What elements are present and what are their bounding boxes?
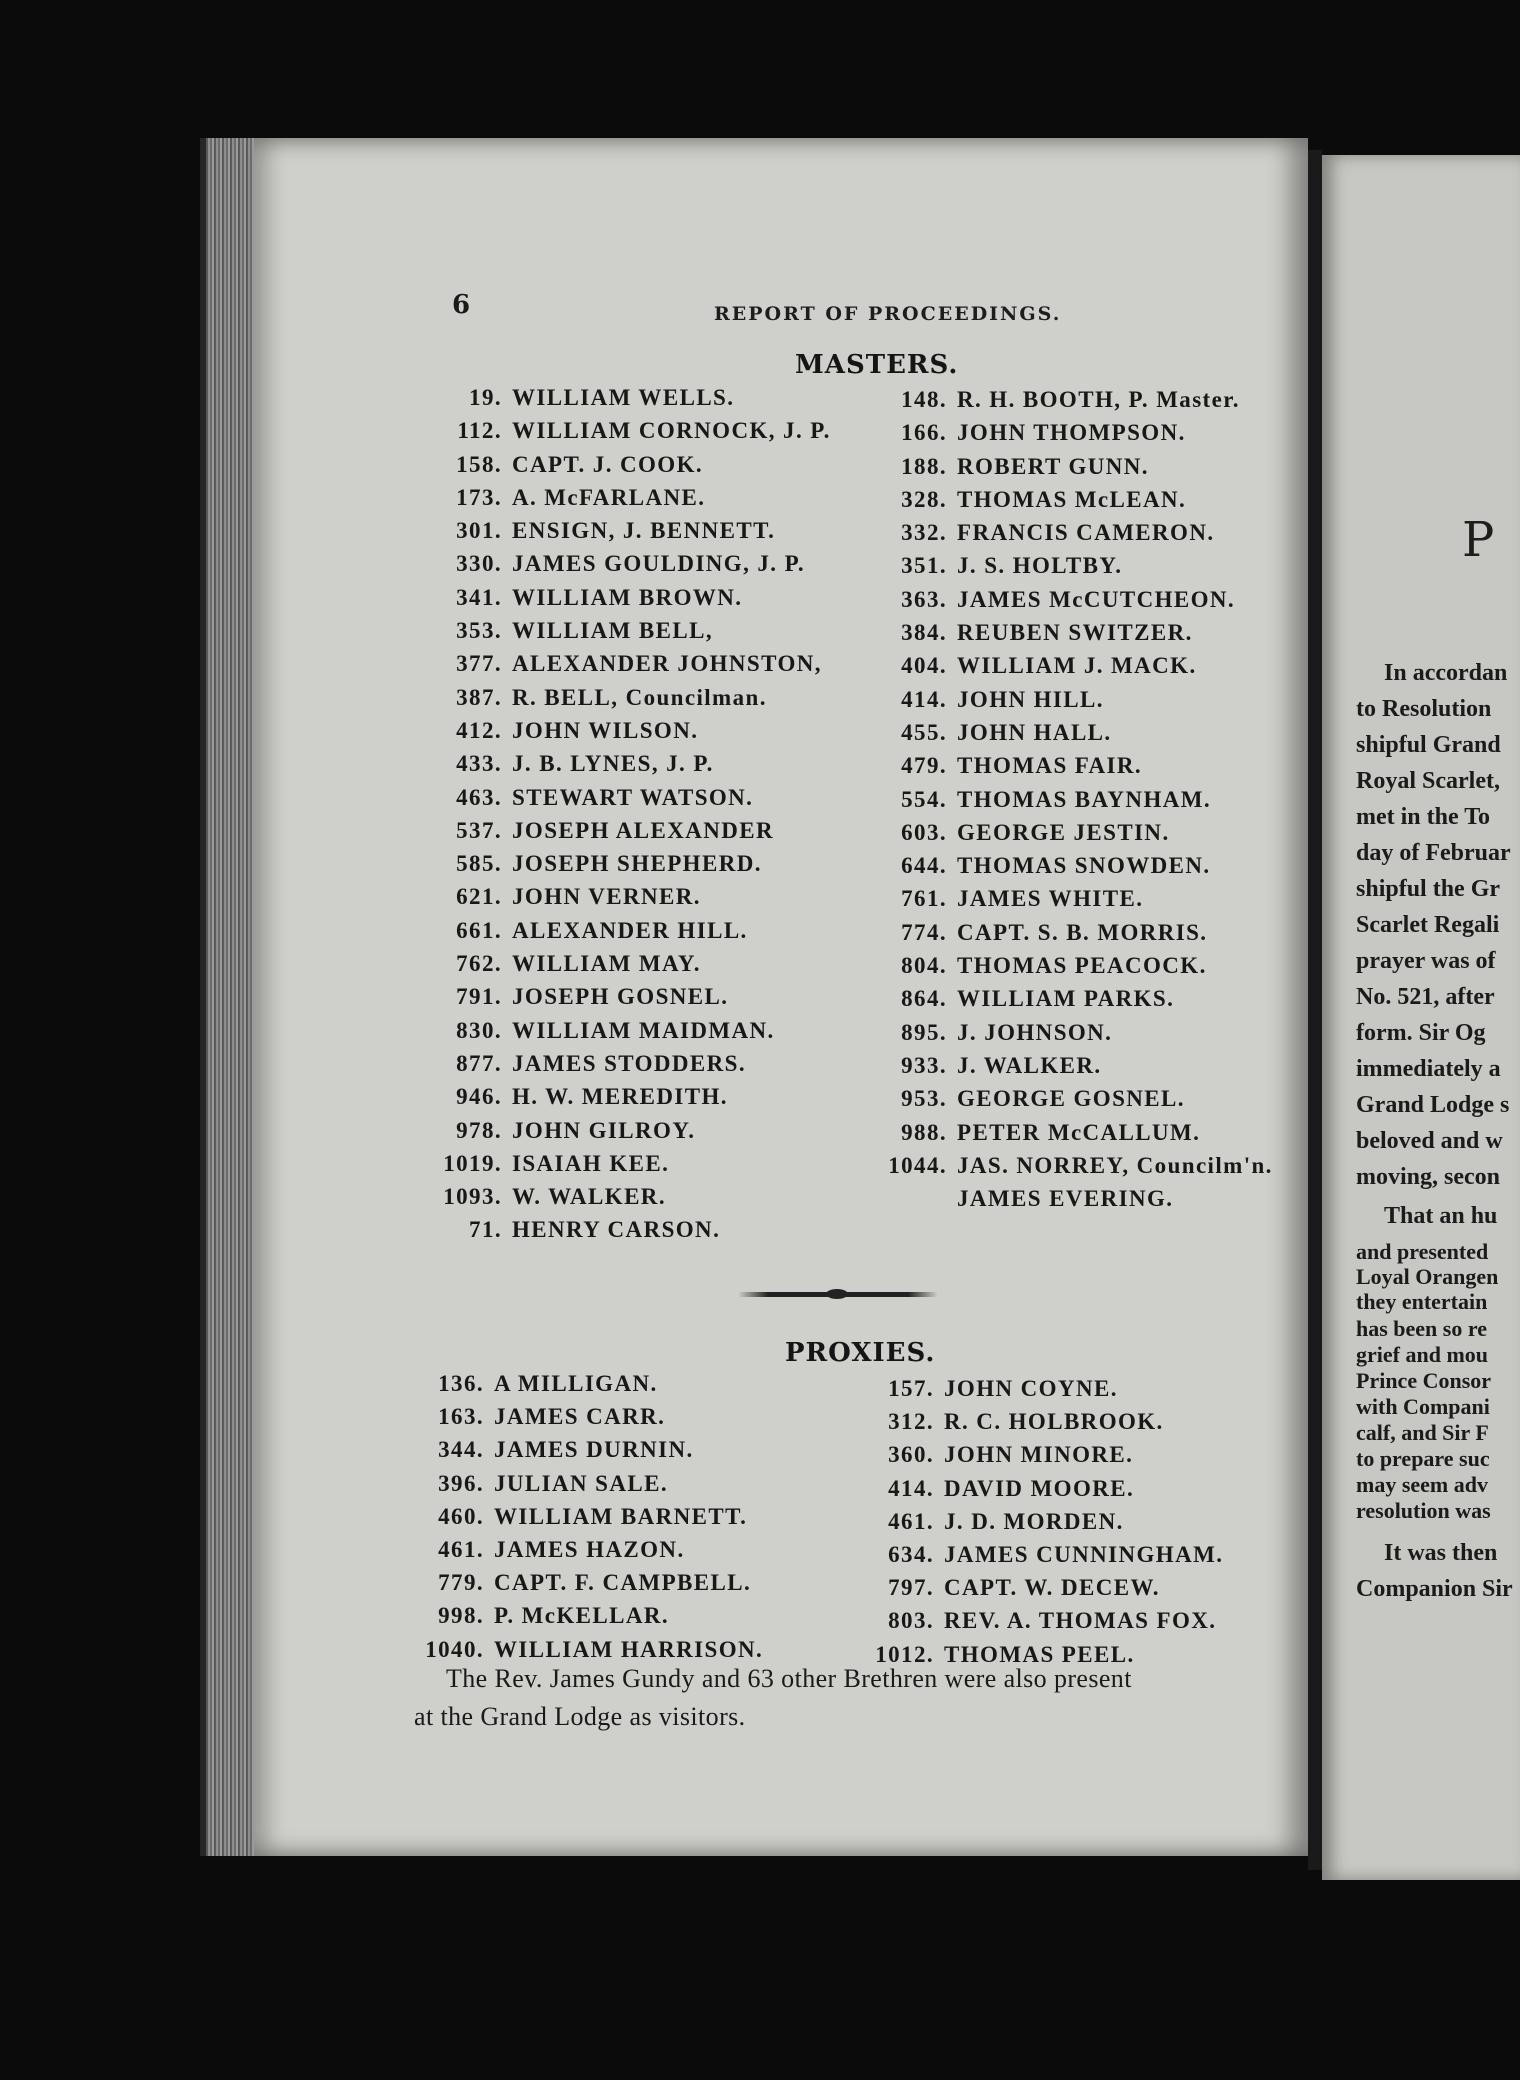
master-entry bbox=[885, 1016, 1273, 1049]
next-page-line: prayer was of bbox=[1356, 948, 1496, 974]
member-name: JOSEPH ALEXANDER bbox=[512, 817, 775, 843]
master-entry bbox=[885, 949, 1273, 982]
lodge-number: 157. bbox=[888, 1376, 934, 1401]
lodge-number: 328. bbox=[901, 486, 947, 512]
next-page-line: In accordan bbox=[1384, 660, 1508, 686]
member-name: GEORGE GOSNEL. bbox=[957, 1086, 1185, 1112]
member-name: W. WALKER. bbox=[512, 1184, 666, 1210]
lodge-number: 173. bbox=[456, 484, 502, 510]
lodge-number: 603. bbox=[901, 819, 947, 845]
member-name: THOMAS BAYNHAM. bbox=[957, 786, 1211, 812]
member-name: H. W. MEREDITH. bbox=[512, 1084, 728, 1110]
member-name: ROBERT GUNN. bbox=[957, 453, 1149, 479]
lodge-number: 384. bbox=[901, 620, 947, 646]
master-entry bbox=[885, 383, 1273, 416]
member-name: THOMAS PEACOCK. bbox=[957, 953, 1207, 979]
master-entry bbox=[440, 381, 831, 414]
master-entry bbox=[885, 1049, 1273, 1082]
member-name: J. WALKER. bbox=[957, 1052, 1102, 1078]
proxy-entry bbox=[872, 1505, 1223, 1538]
member-name: WILLIAM BELL, bbox=[512, 618, 713, 644]
member-name: REUBEN SWITZER. bbox=[957, 620, 1193, 646]
lodge-number: 621. bbox=[456, 884, 502, 910]
next-page-line: shipful the Gr bbox=[1356, 876, 1501, 902]
proxy-entry bbox=[422, 1566, 763, 1599]
master-entry bbox=[885, 649, 1273, 682]
member-name: THOMAS FAIR. bbox=[957, 753, 1143, 779]
lodge-number bbox=[885, 1182, 957, 1215]
next-page-line: shipful Grand bbox=[1356, 732, 1501, 758]
book-gutter bbox=[1308, 150, 1322, 1870]
member-name: J. S. HOLTBY. bbox=[957, 553, 1123, 579]
lodge-number: 585. bbox=[456, 851, 502, 877]
proxy-entry bbox=[422, 1500, 763, 1533]
next-page-line: moving, secon bbox=[1356, 1164, 1500, 1190]
master-entry bbox=[440, 847, 831, 880]
lodge-number: 1012. bbox=[875, 1641, 934, 1667]
master-entry bbox=[440, 481, 831, 514]
member-name: GEORGE JESTIN. bbox=[957, 819, 1170, 845]
member-name: JOHN GILROY. bbox=[512, 1117, 696, 1143]
lodge-number: 158. bbox=[456, 451, 502, 477]
master-entry bbox=[440, 681, 831, 714]
member-name: JOHN HILL. bbox=[957, 686, 1104, 712]
proxy-entry bbox=[422, 1533, 763, 1566]
next-page-line: form. Sir Og bbox=[1356, 1020, 1486, 1046]
proxy-entry bbox=[422, 1467, 763, 1500]
section-divider bbox=[738, 1292, 938, 1297]
lodge-number: 804. bbox=[901, 953, 947, 979]
master-entry bbox=[885, 882, 1273, 915]
visitors-paragraph bbox=[414, 1660, 1274, 1736]
next-page-line: calf, and Sir F bbox=[1356, 1420, 1489, 1445]
master-entry bbox=[885, 1182, 1273, 1215]
proxy-entry bbox=[422, 1433, 763, 1466]
member-name: JOSEPH SHEPHERD. bbox=[512, 851, 762, 877]
member-name: JAMES STODDERS. bbox=[512, 1050, 747, 1076]
lodge-number: 830. bbox=[456, 1017, 502, 1043]
visitors-line-2: at the Grand Lodge as visitors. bbox=[414, 1702, 746, 1731]
next-page-line: they entertain bbox=[1356, 1289, 1488, 1314]
proxy-entry bbox=[872, 1472, 1223, 1505]
member-name: JAS. NORREY, Councilm'n. bbox=[957, 1152, 1273, 1178]
master-entry bbox=[440, 1080, 831, 1113]
next-page-line: may seem adv bbox=[1356, 1472, 1488, 1497]
master-entry bbox=[440, 448, 831, 481]
member-name: WILLIAM BROWN. bbox=[512, 584, 743, 610]
lodge-number: 341. bbox=[456, 584, 502, 610]
proxy-entry bbox=[872, 1571, 1223, 1604]
member-name: WILLIAM BARNETT. bbox=[494, 1503, 748, 1529]
proxy-entry bbox=[872, 1438, 1223, 1471]
lodge-number: 479. bbox=[901, 753, 947, 779]
member-name: JAMES CARR. bbox=[494, 1404, 666, 1430]
next-page-line: Grand Lodge s bbox=[1356, 1092, 1510, 1118]
member-name: STEWART WATSON. bbox=[512, 784, 754, 810]
next-page-line: That an hu bbox=[1384, 1203, 1498, 1229]
lodge-number: 864. bbox=[901, 986, 947, 1012]
master-entry bbox=[440, 614, 831, 647]
member-name: R. H. BOOTH, P. Master. bbox=[957, 387, 1240, 412]
lodge-number: 353. bbox=[456, 618, 502, 644]
lodge-number: 761. bbox=[901, 886, 947, 912]
master-entry bbox=[885, 816, 1273, 849]
lodge-number: 998. bbox=[438, 1603, 484, 1629]
next-page-line: with Compani bbox=[1356, 1394, 1490, 1419]
member-name: WILLIAM MAIDMAN. bbox=[512, 1017, 775, 1043]
member-name: JOHN COYNE. bbox=[944, 1376, 1118, 1401]
master-entry bbox=[440, 1213, 831, 1246]
lodge-number: 301. bbox=[456, 518, 502, 544]
lodge-number: 978. bbox=[456, 1117, 502, 1143]
lodge-number: 774. bbox=[901, 919, 947, 945]
lodge-number: 554. bbox=[901, 786, 947, 812]
lodge-number: 537. bbox=[456, 817, 502, 843]
master-entry bbox=[885, 416, 1273, 449]
lodge-number: 404. bbox=[901, 653, 947, 679]
master-entry bbox=[440, 647, 831, 680]
master-entry bbox=[885, 616, 1273, 649]
member-name: JOHN WILSON. bbox=[512, 717, 699, 743]
next-page-line: Companion Sir bbox=[1356, 1576, 1513, 1602]
member-name: DAVID MOORE. bbox=[944, 1475, 1135, 1501]
master-entry bbox=[440, 514, 831, 547]
master-entry bbox=[440, 714, 831, 747]
lodge-number: 363. bbox=[901, 586, 947, 612]
master-entry bbox=[885, 783, 1273, 816]
proxies-heading: PROXIES. bbox=[785, 1338, 936, 1368]
master-entry bbox=[440, 814, 831, 847]
member-name: THOMAS McLEAN. bbox=[957, 486, 1187, 512]
lodge-number: 19. bbox=[469, 385, 502, 410]
master-entry bbox=[440, 1047, 831, 1080]
lodge-number: 634. bbox=[888, 1542, 934, 1568]
master-entry bbox=[440, 947, 831, 980]
proxy-entry bbox=[872, 1372, 1223, 1405]
member-name: JULIAN SALE. bbox=[494, 1470, 669, 1496]
lodge-number: 396. bbox=[438, 1470, 484, 1496]
next-page-line: to prepare suc bbox=[1356, 1446, 1490, 1471]
member-name: ENSIGN, J. BENNETT. bbox=[512, 518, 776, 544]
master-entry bbox=[885, 849, 1273, 882]
member-name: ALEXANDER JOHNSTON, bbox=[512, 651, 822, 677]
lodge-number: 387. bbox=[456, 684, 502, 710]
member-name: JOHN THOMPSON. bbox=[957, 420, 1186, 446]
member-name: REV. A. THOMAS FOX. bbox=[944, 1608, 1217, 1634]
lodge-number: 1040. bbox=[425, 1636, 484, 1662]
next-page-line: grief and mou bbox=[1356, 1342, 1488, 1367]
lodge-number: 433. bbox=[456, 751, 502, 777]
proxy-entry bbox=[872, 1538, 1223, 1571]
member-name: ISAIAH KEE. bbox=[512, 1150, 670, 1176]
running-head: REPORT OF PROCEEDINGS. bbox=[714, 303, 1062, 325]
lodge-number: 461. bbox=[888, 1508, 934, 1534]
member-name: R. BELL, Councilman. bbox=[512, 684, 767, 710]
member-name: WILLIAM HARRISON. bbox=[494, 1636, 764, 1662]
next-page-line: Scarlet Regali bbox=[1356, 912, 1500, 938]
proxies-right-column bbox=[872, 1372, 1223, 1671]
lodge-number: 1019. bbox=[443, 1150, 502, 1176]
next-page-line: Royal Scarlet, bbox=[1356, 768, 1500, 794]
proxy-entry bbox=[422, 1400, 763, 1433]
member-name: JOHN HALL. bbox=[957, 719, 1112, 745]
member-name: R. C. HOLBROOK. bbox=[944, 1409, 1164, 1435]
member-name: JAMES EVERING. bbox=[957, 1186, 1174, 1212]
member-name: WILLIAM J. MACK. bbox=[957, 653, 1197, 679]
master-entry bbox=[440, 547, 831, 580]
next-page-line: immediately a bbox=[1356, 1056, 1501, 1082]
proxy-entry bbox=[422, 1367, 763, 1400]
proxy-entry bbox=[872, 1604, 1223, 1637]
master-entry bbox=[885, 916, 1273, 949]
lodge-number: 1093. bbox=[443, 1184, 502, 1210]
lodge-number: 877. bbox=[456, 1050, 502, 1076]
lodge-number: 797. bbox=[888, 1575, 934, 1601]
page-edge bbox=[200, 138, 260, 1856]
masters-right-column bbox=[885, 383, 1273, 1215]
master-entry bbox=[440, 1014, 831, 1047]
member-name: WILLIAM CORNOCK, J. P. bbox=[512, 418, 831, 444]
lodge-number: 312. bbox=[888, 1409, 934, 1435]
master-entry bbox=[885, 1149, 1273, 1182]
master-entry bbox=[440, 1180, 831, 1213]
lodge-number: 112. bbox=[457, 418, 502, 444]
member-name: J. JOHNSON. bbox=[957, 1019, 1113, 1045]
lodge-number: 455. bbox=[901, 719, 947, 745]
next-page-line: beloved and w bbox=[1356, 1128, 1503, 1154]
member-name: A MILLIGAN. bbox=[494, 1371, 658, 1396]
member-name: THOMAS SNOWDEN. bbox=[957, 853, 1211, 879]
master-entry bbox=[885, 1082, 1273, 1115]
member-name: THOMAS PEEL. bbox=[944, 1641, 1135, 1667]
member-name: WILLIAM WELLS. bbox=[512, 385, 735, 410]
lodge-number: 166. bbox=[901, 420, 947, 446]
masters-heading: MASTERS. bbox=[795, 350, 959, 380]
next-page-line: day of Februar bbox=[1356, 840, 1511, 866]
next-page-line: Loyal Orangen bbox=[1356, 1264, 1499, 1289]
member-name: WILLIAM PARKS. bbox=[957, 986, 1175, 1012]
member-name: CAPT. W. DECEW. bbox=[944, 1575, 1160, 1601]
master-entry bbox=[885, 1116, 1273, 1149]
member-name: JAMES DURNIN. bbox=[494, 1437, 694, 1463]
master-entry bbox=[440, 880, 831, 913]
member-name: FRANCIS CAMERON. bbox=[957, 520, 1215, 546]
next-page-line: met in the To bbox=[1356, 804, 1491, 830]
master-entry bbox=[885, 549, 1273, 582]
master-entry bbox=[440, 1147, 831, 1180]
lodge-number: 463. bbox=[456, 784, 502, 810]
lodge-number: 791. bbox=[456, 984, 502, 1010]
next-page-line: No. 521, after bbox=[1356, 984, 1495, 1010]
master-entry bbox=[440, 914, 831, 947]
next-page-line: has been so re bbox=[1356, 1316, 1487, 1341]
member-name: HENRY CARSON. bbox=[512, 1217, 721, 1243]
member-name: J. D. MORDEN. bbox=[944, 1508, 1124, 1534]
member-name: JAMES CUNNINGHAM. bbox=[944, 1542, 1224, 1568]
member-name: A. McFARLANE. bbox=[512, 484, 706, 510]
master-entry bbox=[885, 450, 1273, 483]
master-entry bbox=[885, 716, 1273, 749]
proxy-entry bbox=[422, 1599, 763, 1632]
visitors-line-1: The Rev. James Gundy and 63 other Brethren were also present bbox=[446, 1664, 1132, 1693]
right-page-fragment bbox=[1322, 155, 1520, 1880]
lodge-number: 344. bbox=[438, 1437, 484, 1463]
lodge-number: 71. bbox=[469, 1217, 502, 1243]
lodge-number: 661. bbox=[456, 917, 502, 943]
master-entry bbox=[440, 980, 831, 1013]
master-entry bbox=[440, 747, 831, 780]
next-page-line: to Resolution bbox=[1356, 696, 1492, 722]
member-name: JOHN VERNER. bbox=[512, 884, 701, 910]
next-page-line: and presented bbox=[1356, 1239, 1489, 1264]
lodge-number: 351. bbox=[901, 553, 947, 579]
member-name: WILLIAM MAY. bbox=[512, 951, 701, 977]
lodge-number: 1044. bbox=[888, 1152, 947, 1178]
lodge-number: 461. bbox=[438, 1537, 484, 1563]
next-page-line: It was then bbox=[1384, 1540, 1498, 1566]
lodge-number: 933. bbox=[901, 1052, 947, 1078]
member-name: CAPT. S. B. MORRIS. bbox=[957, 919, 1208, 945]
lodge-number: 803. bbox=[888, 1608, 934, 1634]
master-entry bbox=[885, 583, 1273, 616]
lodge-number: 412. bbox=[456, 717, 502, 743]
member-name: JAMES GOULDING, J. P. bbox=[512, 551, 806, 577]
master-entry bbox=[885, 749, 1273, 782]
lodge-number: 136. bbox=[438, 1371, 484, 1396]
lodge-number: 377. bbox=[456, 651, 502, 677]
lodge-number: 330. bbox=[456, 551, 502, 577]
masters-left-column bbox=[440, 381, 831, 1247]
member-name: CAPT. J. COOK. bbox=[512, 451, 704, 477]
lodge-number: 148. bbox=[901, 387, 947, 412]
page-number: 6 bbox=[452, 290, 471, 320]
next-page-line: Prince Consor bbox=[1356, 1368, 1492, 1393]
master-entry bbox=[440, 781, 831, 814]
member-name: P. McKELLAR. bbox=[494, 1603, 670, 1629]
proxies-left-column bbox=[422, 1367, 763, 1666]
member-name: JAMES McCUTCHEON. bbox=[957, 586, 1236, 612]
lodge-number: 988. bbox=[901, 1119, 947, 1145]
member-name: JAMES WHITE. bbox=[957, 886, 1144, 912]
lodge-number: 188. bbox=[901, 453, 947, 479]
lodge-number: 895. bbox=[901, 1019, 947, 1045]
master-entry bbox=[885, 982, 1273, 1015]
master-entry bbox=[885, 516, 1273, 549]
proxy-entry bbox=[872, 1405, 1223, 1438]
member-name: JAMES HAZON. bbox=[494, 1537, 685, 1563]
lodge-number: 414. bbox=[888, 1475, 934, 1501]
member-name: PETER McCALLUM. bbox=[957, 1119, 1201, 1145]
master-entry bbox=[885, 683, 1273, 716]
lodge-number: 762. bbox=[456, 951, 502, 977]
lodge-number: 332. bbox=[901, 520, 947, 546]
member-name: ALEXANDER HILL. bbox=[512, 917, 748, 943]
lodge-number: 644. bbox=[901, 853, 947, 879]
next-page-line: resolution was bbox=[1356, 1498, 1491, 1523]
next-page-initial: P bbox=[1462, 512, 1495, 568]
master-entry bbox=[440, 414, 831, 447]
member-name: JOHN MINORE. bbox=[944, 1442, 1134, 1468]
lodge-number: 779. bbox=[438, 1570, 484, 1596]
lodge-number: 360. bbox=[888, 1442, 934, 1468]
lodge-number: 946. bbox=[456, 1084, 502, 1110]
lodge-number: 414. bbox=[901, 686, 947, 712]
lodge-number: 460. bbox=[438, 1503, 484, 1529]
member-name: J. B. LYNES, J. P. bbox=[512, 751, 714, 777]
member-name: JOSEPH GOSNEL. bbox=[512, 984, 729, 1010]
member-name: CAPT. F. CAMPBELL. bbox=[494, 1570, 752, 1596]
master-entry bbox=[440, 1114, 831, 1147]
lodge-number: 953. bbox=[901, 1086, 947, 1112]
master-entry bbox=[885, 483, 1273, 516]
lodge-number: 163. bbox=[438, 1404, 484, 1430]
master-entry bbox=[440, 581, 831, 614]
